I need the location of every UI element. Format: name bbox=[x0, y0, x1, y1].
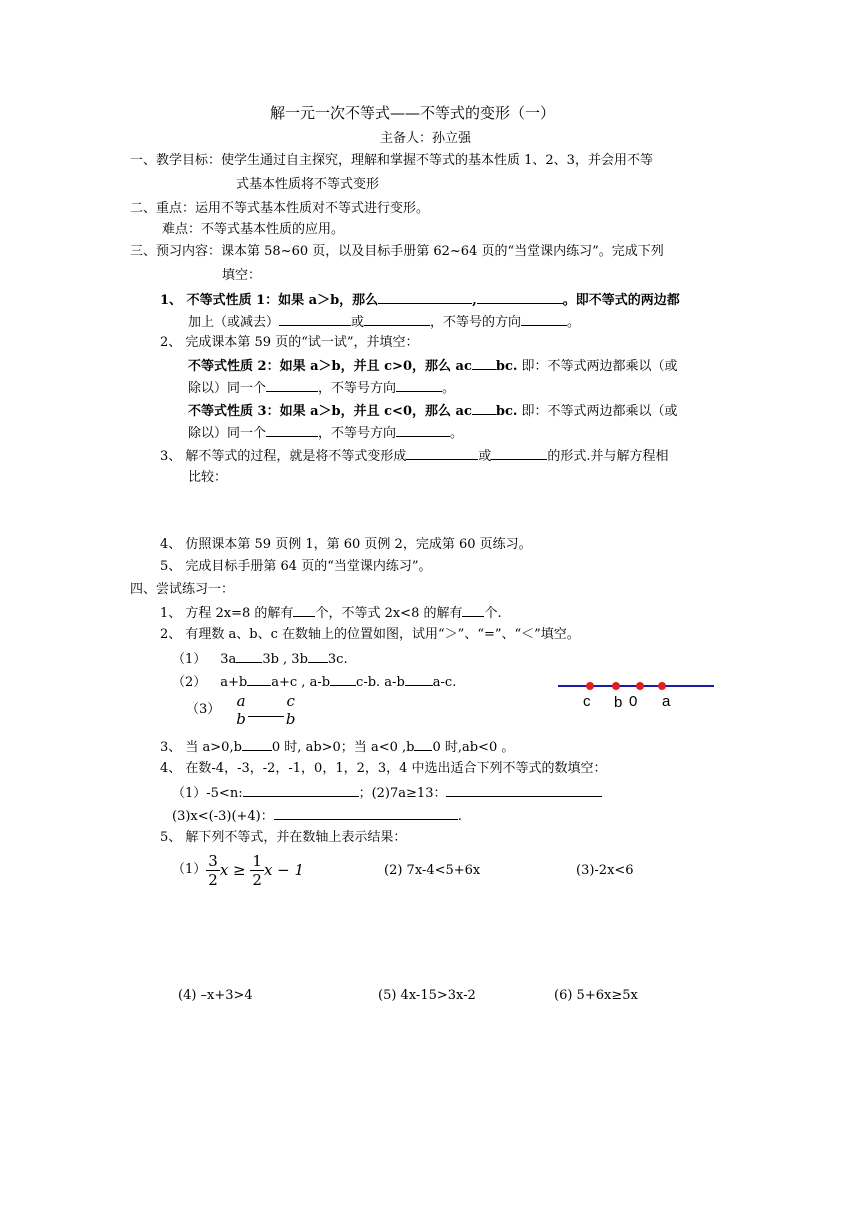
text: 1、 方程 2x=8 的解有 bbox=[160, 606, 294, 621]
blank[interactable] bbox=[247, 672, 271, 686]
question-2-part-2 bbox=[172, 672, 456, 692]
blank[interactable] bbox=[266, 378, 318, 392]
text: 3、 解不等式的过程，就是将不等式变形成 bbox=[160, 449, 407, 464]
blank[interactable] bbox=[242, 737, 272, 751]
text: 即：不等式两边都乘以（或 bbox=[517, 404, 678, 419]
blank[interactable] bbox=[521, 312, 567, 326]
question-2: 2、 有理数 a、b、c 在数轴上的位置如图，试用“＞”、“=”、“＜”填空。 bbox=[160, 627, 580, 642]
text: 。 bbox=[567, 315, 581, 330]
blank[interactable] bbox=[293, 603, 315, 617]
property-2-line-2 bbox=[188, 378, 455, 398]
property-2-head: 不等式性质 2：如果 a＞b，并且 c>0，那么 ac bbox=[188, 359, 472, 374]
property-3-line-1 bbox=[188, 401, 678, 421]
denominator: b bbox=[236, 710, 246, 728]
fraction-one-half bbox=[250, 852, 264, 889]
text: 3a bbox=[220, 652, 237, 667]
property-1-line-2 bbox=[188, 312, 580, 332]
section-1-line-2: 式基本性质将不等式变形 bbox=[236, 177, 380, 192]
question-5-part-1 bbox=[172, 848, 304, 894]
section-2-line-2: 难点：不等式基本性质的应用。 bbox=[162, 222, 345, 237]
question-3 bbox=[160, 737, 514, 757]
blank[interactable] bbox=[462, 603, 484, 617]
text: 个. bbox=[484, 606, 502, 621]
question-2-part-3 bbox=[186, 690, 298, 732]
fraction-a-over-b bbox=[234, 692, 248, 728]
text: 3c. bbox=[327, 652, 348, 667]
denominator: 2 bbox=[208, 870, 218, 889]
blank[interactable] bbox=[248, 703, 284, 717]
label: （3） bbox=[186, 702, 221, 717]
fraction-c-over-b bbox=[284, 692, 298, 728]
blank[interactable] bbox=[266, 423, 318, 437]
text: 。 bbox=[450, 426, 464, 441]
text: x ≥ bbox=[219, 861, 251, 879]
blank[interactable] bbox=[406, 446, 478, 460]
label: （2） bbox=[172, 675, 207, 690]
question-5: 5、 解下列不等式，并在数轴上表示结果： bbox=[160, 830, 407, 845]
text: （1）-5<n: bbox=[172, 786, 243, 801]
blank[interactable] bbox=[396, 423, 450, 437]
author: 主备人：孙立强 bbox=[380, 131, 472, 146]
question-1 bbox=[160, 603, 502, 623]
text: 3、 当 a>0,b bbox=[160, 740, 242, 755]
item-4-line: 4、 仿照课本第 59 页例 1，第 60 页例 2，完成第 60 页练习。 bbox=[160, 537, 532, 552]
question-4: 4、 在数-4，-3，-2，-1，0，1，2，3，4 中选出适合下列不等式的数填空： bbox=[160, 761, 607, 776]
text: ；(2)7a≥13： bbox=[358, 786, 447, 801]
item-5-line: 5、 完成目标手册第 64 页的“当堂课内练习”。 bbox=[160, 559, 432, 574]
item-3-line-1 bbox=[160, 446, 669, 466]
blank[interactable] bbox=[491, 446, 547, 460]
text: a+c , a-b bbox=[271, 675, 331, 690]
text: 除以）同一个 bbox=[188, 381, 267, 396]
property-3-line-2 bbox=[188, 423, 463, 443]
text: 或 bbox=[478, 449, 492, 464]
question-5-part-6: (6) 5+6x≥5x bbox=[554, 988, 638, 1003]
text: x − 1 bbox=[263, 861, 305, 879]
text: 个，不等式 2x<8 的解有 bbox=[315, 606, 463, 621]
numerator: 3 bbox=[208, 851, 218, 870]
blank[interactable] bbox=[330, 672, 356, 686]
text: 0 时,ab<0 。 bbox=[432, 740, 515, 755]
label-a: a bbox=[662, 693, 671, 710]
text: 加上（或减去） bbox=[188, 315, 280, 330]
text: 即：不等式两边都乘以（或 bbox=[517, 359, 678, 374]
item-2-line: 2、 完成课本第 59 页的“试一试”，并填空： bbox=[160, 335, 419, 350]
text: 或 bbox=[351, 315, 365, 330]
denominator: b bbox=[285, 710, 296, 728]
question-4-parts-1-2 bbox=[172, 783, 602, 803]
text: 3b , 3b bbox=[262, 652, 308, 667]
label: （1） bbox=[172, 652, 207, 667]
property-3-head: 不等式性质 3：如果 a＞b，并且 c<0，那么 ac bbox=[188, 404, 472, 419]
numerator: a bbox=[236, 692, 246, 710]
question-2-part-1 bbox=[172, 649, 348, 669]
point-a bbox=[658, 682, 666, 690]
text: . bbox=[457, 809, 462, 824]
property-2-line-1 bbox=[188, 356, 678, 376]
blank[interactable] bbox=[446, 783, 602, 797]
label-c: c bbox=[583, 693, 591, 710]
point-b bbox=[612, 682, 620, 690]
blank[interactable] bbox=[236, 649, 262, 663]
blank[interactable] bbox=[378, 290, 472, 304]
text: ，不等号的方向 bbox=[430, 315, 522, 330]
section-2-line-1: 二、重点：运用不等式基本性质对不等式进行变形。 bbox=[130, 201, 430, 216]
label-b: b bbox=[614, 694, 623, 711]
text: 的形式.并与解方程相 bbox=[547, 449, 669, 464]
label: （1） bbox=[172, 862, 207, 877]
blank[interactable] bbox=[472, 401, 496, 415]
property-1-head: 1、 不等式性质 1：如果 a＞b，那么 bbox=[160, 293, 379, 308]
section-3-line-2: 填空： bbox=[222, 268, 262, 283]
blank[interactable] bbox=[279, 312, 351, 326]
text: 0 时, ab>0；当 a<0 ,b bbox=[271, 740, 415, 755]
text: 除以）同一个 bbox=[188, 426, 267, 441]
point-c bbox=[586, 682, 594, 690]
blank[interactable] bbox=[308, 649, 328, 663]
blank[interactable] bbox=[405, 672, 433, 686]
fraction-three-halves bbox=[206, 852, 220, 889]
text: c-b. a-b bbox=[356, 675, 405, 690]
point-zero bbox=[636, 682, 644, 690]
text: ，不等号方向 bbox=[318, 381, 397, 396]
blank[interactable] bbox=[414, 737, 432, 751]
section-4-heading: 四、尝试练习一： bbox=[130, 582, 235, 597]
numerator: 1 bbox=[252, 851, 262, 870]
label-zero: 0 bbox=[629, 693, 638, 710]
blank[interactable] bbox=[364, 312, 430, 326]
question-5-part-4: (4) –x+3>4 bbox=[178, 988, 253, 1003]
question-4-part-3 bbox=[172, 806, 462, 826]
blank[interactable] bbox=[274, 806, 458, 820]
question-5-part-2: (2) 7x-4<5+6x bbox=[384, 863, 481, 878]
blank[interactable] bbox=[243, 783, 359, 797]
text: a+b bbox=[220, 675, 248, 690]
text: (3)x<(-3)(+4)： bbox=[172, 809, 274, 824]
denominator: 2 bbox=[252, 870, 262, 889]
blank[interactable] bbox=[477, 290, 563, 304]
text: 。 bbox=[442, 381, 456, 396]
question-5-part-5: (5) 4x-15>3x-2 bbox=[378, 988, 476, 1003]
text: bc. bbox=[495, 359, 518, 374]
blank[interactable] bbox=[396, 378, 442, 392]
text: a-c. bbox=[432, 675, 457, 690]
page-title: 解一元一次不等式——不等式的变形（一） bbox=[270, 104, 556, 122]
question-5-part-3: (3)-2x<6 bbox=[576, 863, 634, 878]
blank[interactable] bbox=[472, 356, 496, 370]
item-3-line-2: 比较： bbox=[188, 470, 228, 485]
property-1-tail: 。即不等式的两边都 bbox=[562, 293, 680, 308]
section-1-line-1: 一、教学目标：使学生通过自主探究，理解和掌握不等式的基本性质 1、2、3，并会用不等 bbox=[130, 153, 653, 168]
comma: , bbox=[472, 293, 477, 308]
section-3-line-1: 三、预习内容：课本第 58~60 页，以及目标手册第 62~64 页的“当堂课内练习”。完成下列 bbox=[130, 244, 664, 259]
text: bc. bbox=[495, 404, 518, 419]
numerator: c bbox=[286, 692, 295, 710]
property-1-line-1 bbox=[160, 290, 680, 310]
number-line-figure bbox=[556, 676, 720, 714]
text: ，不等号方向 bbox=[318, 426, 397, 441]
